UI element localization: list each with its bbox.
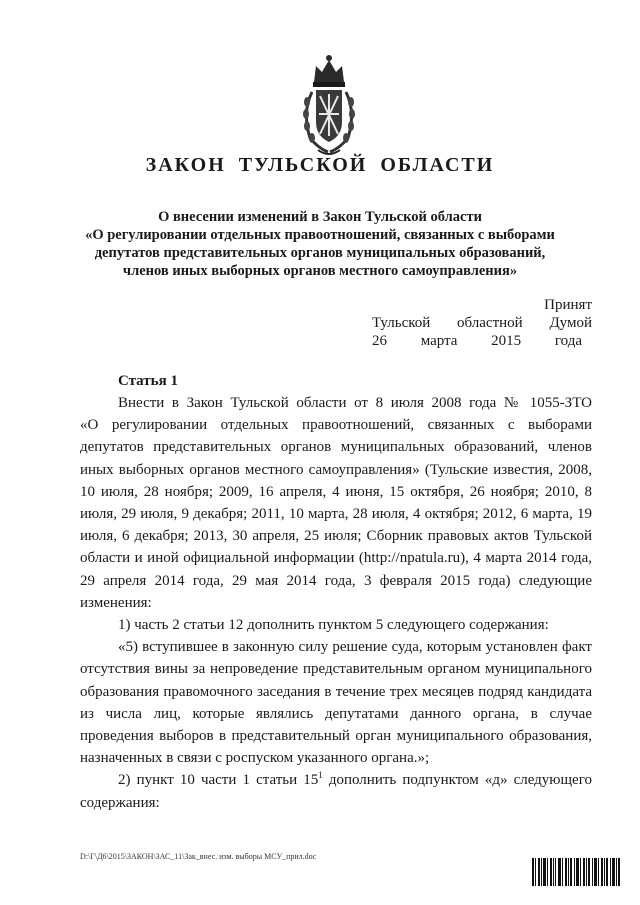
text-line: 1) часть 2 статьи 12 дополнить пунктом 5 следующего содержания: <box>118 617 549 634</box>
adopted-date-part: 26 <box>372 333 387 349</box>
text-line: из числа лиц, которые являлись депутатами данного органа, в случае <box>80 705 592 722</box>
adoption-block <box>372 296 592 350</box>
adopted-word: областной <box>457 315 523 331</box>
text-line: Внести в Закон Тульской области от 8 июля 2008 года № 1055-ЗТО <box>118 395 592 411</box>
text-line: июля, 6 декабря; 2013, 30 апреля, 25 июля; Сборник правовых актов Тульской <box>80 528 592 545</box>
text-line: содержания: <box>80 794 160 811</box>
document-subtitle <box>70 208 570 280</box>
text-line: иных выборных органов местного самоуправления» (Тульские известия, 2008, <box>80 461 592 478</box>
superscript: 1 <box>318 770 323 781</box>
text-line: 29 апреля 2014 года, 29 мая 2014 года, 3 февраля 2015 года) следующие <box>80 572 592 589</box>
article-body <box>80 392 592 814</box>
document-title: ЗАКОН ТУЛЬСКОЙ ОБЛАСТИ <box>145 154 495 176</box>
article-heading: Статья 1 <box>118 373 178 389</box>
text-fragment: дополнить подпунктом «д» следующего <box>328 772 592 789</box>
subtitle-line: О внесении изменений в Закон Тульской области <box>158 209 482 225</box>
subtitle-line: депутатов представительных органов муниципальных образований, <box>94 245 546 261</box>
adopted-word: Думой <box>549 315 592 331</box>
text-line: изменения: <box>80 594 152 611</box>
text-line: проведения выборов в представительный орган муниципального образования, <box>80 728 592 745</box>
text-line: «О регулировании отдельных правоотношений, связанных с выборами <box>80 417 592 434</box>
barcode-icon <box>532 858 620 886</box>
subtitle-line: «О регулировании отдельных правоотношений, связанных с выборами <box>85 227 555 243</box>
adopted-date-part: года <box>554 333 582 349</box>
text-line: депутатов представительных органов муниципальных образований, членов <box>80 439 592 456</box>
adopted-label: Принят <box>544 297 592 313</box>
text-line: «5) вступившее в законную силу решение суда, которым установлен факт <box>118 639 592 656</box>
text-line: отсутствия вины за непроведение представительным органом муниципального <box>80 661 592 678</box>
text-line: 10 июля, 28 ноября; 2009, 16 апреля, 4 июня, 15 октября, 26 ноября; 2010, 8 <box>80 483 592 500</box>
subtitle-line: членов иных выборных органов местного самоуправления» <box>122 263 518 279</box>
text-line: области и иной официальной информации (http://npatula.ru), 4 марта 2014 года, <box>80 550 592 567</box>
adopted-date-part: марта <box>420 333 458 349</box>
adopted-word: Тульской <box>372 315 431 331</box>
text-line: июля, 29 июля, 9 декабря; 2011, 10 марта, 28 июля, 4 октября; 2012, 6 марта, 19 <box>80 506 592 523</box>
text-fragment: 2) пункт 10 части 1 статьи 15 <box>118 772 319 789</box>
adopted-date-part: 2015 <box>491 333 522 349</box>
text-line <box>80 769 592 791</box>
tula-coat-of-arms-emblem <box>298 52 360 160</box>
file-path-footer: D:\Г\Д6\2015\ЗАКОН\ЗАС_11\Зак_внес. изм. выборы МСУ_прил.doc <box>80 852 317 861</box>
text-line: назначенных в связи с роспуском указанного органа.»; <box>80 750 430 767</box>
text-line: образования правомочного заседания в течение трех месяцев подряд кандидата <box>80 683 592 700</box>
